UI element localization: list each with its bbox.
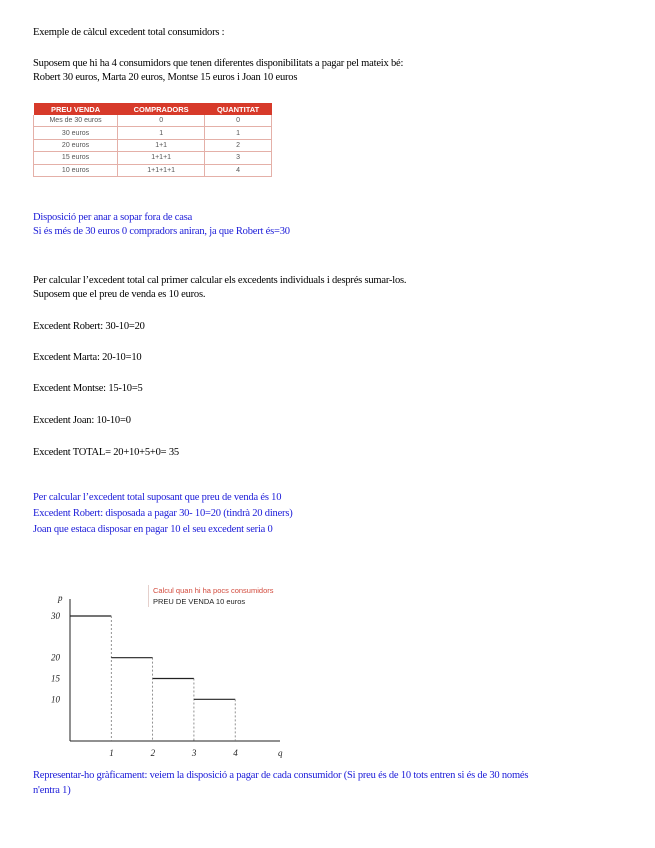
x-tick-label: 4 xyxy=(233,748,238,758)
intro-line-2: Robert 30 euros, Marta 20 euros, Montse 15 euros i Joan 10 euros xyxy=(33,72,298,83)
y-tick-label: 30 xyxy=(51,611,60,621)
table-row xyxy=(34,139,272,151)
table-cell: 1+1+1+1 xyxy=(118,164,205,176)
table-cell: 15 euros xyxy=(34,152,118,164)
note2-line-1: Per calcular l’excedent total suposant que preu de venda és 10 xyxy=(33,492,282,503)
table-row xyxy=(34,115,272,127)
table-cell: 0 xyxy=(205,115,272,127)
chart-legend xyxy=(148,585,273,607)
explain-line-1: Per calcular l’excedent total cal primer calcular els excedents individuals i després sumar-los. xyxy=(33,275,407,286)
doc-title: Exemple de càlcul excedent total consumidors : xyxy=(33,27,225,38)
table-cell: 0 xyxy=(118,115,205,127)
table-cell: Mes de 30 euros xyxy=(34,115,118,127)
chart-title: Calcul quan hi ha pocs consumidors xyxy=(153,586,274,595)
table-row xyxy=(34,127,272,139)
chart-subtitle: PREU DE VENDA 10 euros xyxy=(153,597,246,606)
note1-line-2: Si és més de 30 euros 0 compradors aniran, ja que Robert és=30 xyxy=(33,226,290,237)
table-cell: 20 euros xyxy=(34,139,118,151)
table-row xyxy=(34,164,272,176)
y-tick-label: 10 xyxy=(51,694,60,705)
surplus-robert: Excedent Robert: 30-10=20 xyxy=(33,321,145,332)
table-cell: 3 xyxy=(205,152,272,164)
col-header-buyers: COMPRADORS xyxy=(118,103,205,115)
table-cell: 1+1 xyxy=(118,139,205,151)
col-header-quantity: QUANTITAT xyxy=(205,103,272,115)
table-header-row xyxy=(34,103,272,115)
table-cell: 10 euros xyxy=(34,164,118,176)
demand-step-chart xyxy=(48,571,323,763)
surplus-total: Excedent TOTAL= 20+10+5+0= 35 xyxy=(33,447,179,458)
col-header-price: PREU VENDA xyxy=(34,103,118,115)
table-cell: 4 xyxy=(205,164,272,176)
note2-line-3: Joan que estaca disposar en pagar 10 el seu excedent seria 0 xyxy=(33,524,273,535)
table-cell: 1+1+1 xyxy=(118,152,205,164)
table-cell: 1 xyxy=(118,127,205,139)
y-tick-label: 20 xyxy=(51,652,60,663)
y-axis-label: p xyxy=(58,593,63,603)
intro-line-1: Suposem que hi ha 4 consumidors que tenen diferentes disponibilitats a pagar pel mateix bé: xyxy=(33,58,404,69)
table-cell: 1 xyxy=(205,127,272,139)
table-cell: 30 euros xyxy=(34,127,118,139)
table-cell: 2 xyxy=(205,139,272,151)
note1-line-1: Disposició per anar a sopar fora de casa xyxy=(33,212,193,223)
explain-line-2: Suposem que el preu de venda es 10 euros. xyxy=(33,289,206,300)
surplus-joan: Excedent Joan: 10-10=0 xyxy=(33,415,131,426)
caption-line-2: n'entra 1) xyxy=(33,785,71,796)
price-buyers-table xyxy=(33,103,272,177)
y-tick-label: 15 xyxy=(51,673,60,684)
x-tick-label: 3 xyxy=(191,748,197,758)
x-tick-label: 2 xyxy=(150,748,156,758)
table-row xyxy=(34,152,272,164)
surplus-montse: Excedent Montse: 15-10=5 xyxy=(33,383,143,394)
x-tick-label: 1 xyxy=(109,748,114,758)
surplus-marta: Excedent Marta: 20-10=10 xyxy=(33,352,142,363)
caption-line-1: Representar-ho gràficament: veiem la disposició a pagar de cada consumidor (Si preu és de 10 tots entren si és de 30 només xyxy=(33,770,529,781)
note2-line-2: Excedent Robert: disposada a pagar 30- 10=20 (tindrà 20 diners) xyxy=(33,508,293,519)
x-axis-label: q xyxy=(278,748,283,758)
